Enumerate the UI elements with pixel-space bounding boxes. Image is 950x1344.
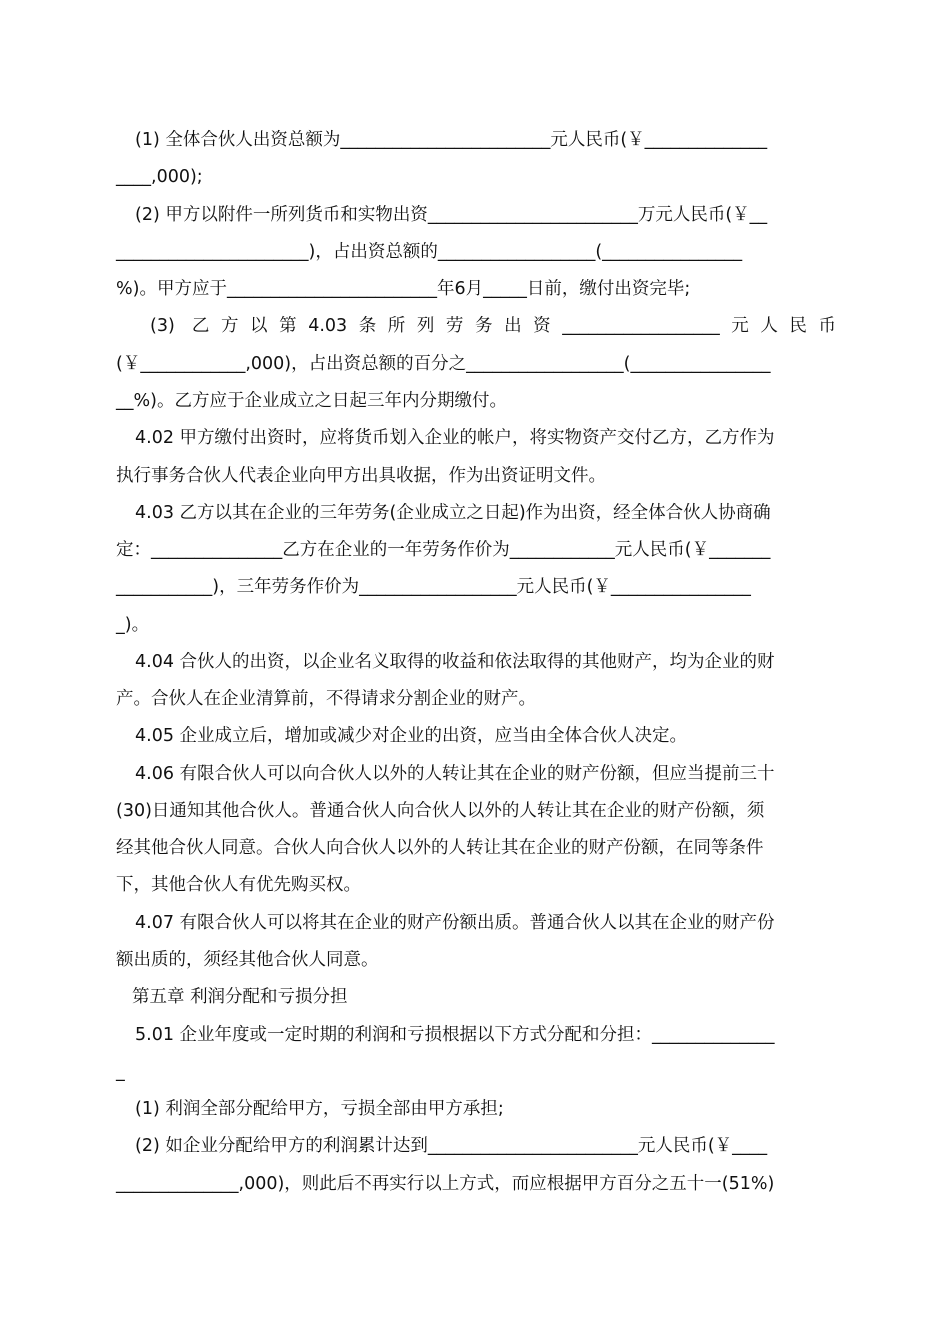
chapter-heading: 第五章 利润分配和亏损分担 (132, 987, 348, 1007)
text-line: 4.06 有限合伙人可以向合伙人以外的人转让其在企业的财产份额，但应当提前三十 (135, 764, 775, 784)
text-line: 经其他合伙人同意。合伙人向合伙人以外的人转让其在企业的财产份额，在同等条件 (116, 838, 764, 858)
text-line: _)。 (116, 615, 150, 635)
text-line: (1) 全体合伙人出资总额为________________________元人民币(￥______________ (135, 130, 768, 150)
text-line: (30)日通知其他合伙人。普通合伙人向合伙人以外的人转让其在企业的财产份额，须 (116, 801, 765, 821)
text-line: ___________)，三年劳务作价为__________________元人民币(￥________________ (116, 577, 751, 597)
text-line: 4.03 乙方以其在企业的三年劳务(企业成立之日起)作为出资，经全体合伙人协商确 (135, 503, 771, 523)
text-line: (1) 利润全部分配给甲方，亏损全部由甲方承担; (135, 1099, 504, 1119)
text-line: 5.01 企业年度或一定时期的利润和亏损根据以下方式分配和分担：______________ (135, 1025, 775, 1045)
text-line: 4.05 企业成立后，增加或减少对企业的出资，应当由全体合伙人决定。 (135, 726, 688, 746)
text-line: (2) 如企业分配给甲方的利润累计达到________________________元人民币(￥____ (135, 1136, 768, 1156)
text-line: (3) 乙方以第4.03条所列劳务出资__________________元人民币 (150, 316, 836, 336)
text-line: ______________,000)，则此后不再实行以上方式，而应根据甲方百分之五十一(51%) (116, 1174, 775, 1194)
text-line: 产。合伙人在企业清算前，不得请求分割企业的财产。 (116, 689, 536, 709)
text-line: 下，其他合伙人有优先购买权。 (116, 875, 361, 895)
text-line: 额出质的，须经其他合伙人同意。 (116, 950, 379, 970)
text-line: ______________________)，占出资总额的__________________(________________ (116, 242, 743, 262)
text-line: (￥____________,000)，占出资总额的百分之__________________(________________ (116, 354, 771, 374)
text-line: 4.07 有限合伙人可以将其在企业的财产份额出质。普通合伙人以其在企业的财产份 (135, 913, 775, 933)
text-line: _ (116, 1062, 125, 1082)
text-line: 定：_______________乙方在企业的一年劳务作价为____________元人民币(￥_______ (116, 540, 771, 560)
text-line: 执行事务合伙人代表企业向甲方出具收据，作为出资证明文件。 (116, 466, 606, 486)
text-line: ____,000); (116, 167, 203, 187)
text-line: 4.04 合伙人的出资，以企业名义取得的收益和依法取得的其他财产，均为企业的财 (135, 652, 775, 672)
text-line: %)。甲方应于________________________年6月_____日前，缴付出资完毕; (116, 279, 691, 299)
text-line: 4.02 甲方缴付出资时，应将货币划入企业的帐户，将实物资产交付乙方，乙方作为 (135, 428, 775, 448)
text-line: (2) 甲方以附件一所列货币和实物出资________________________万元人民币(￥__ (135, 205, 768, 225)
text-line: __%)。乙方应于企业成立之日起三年内分期缴付。 (116, 391, 507, 411)
